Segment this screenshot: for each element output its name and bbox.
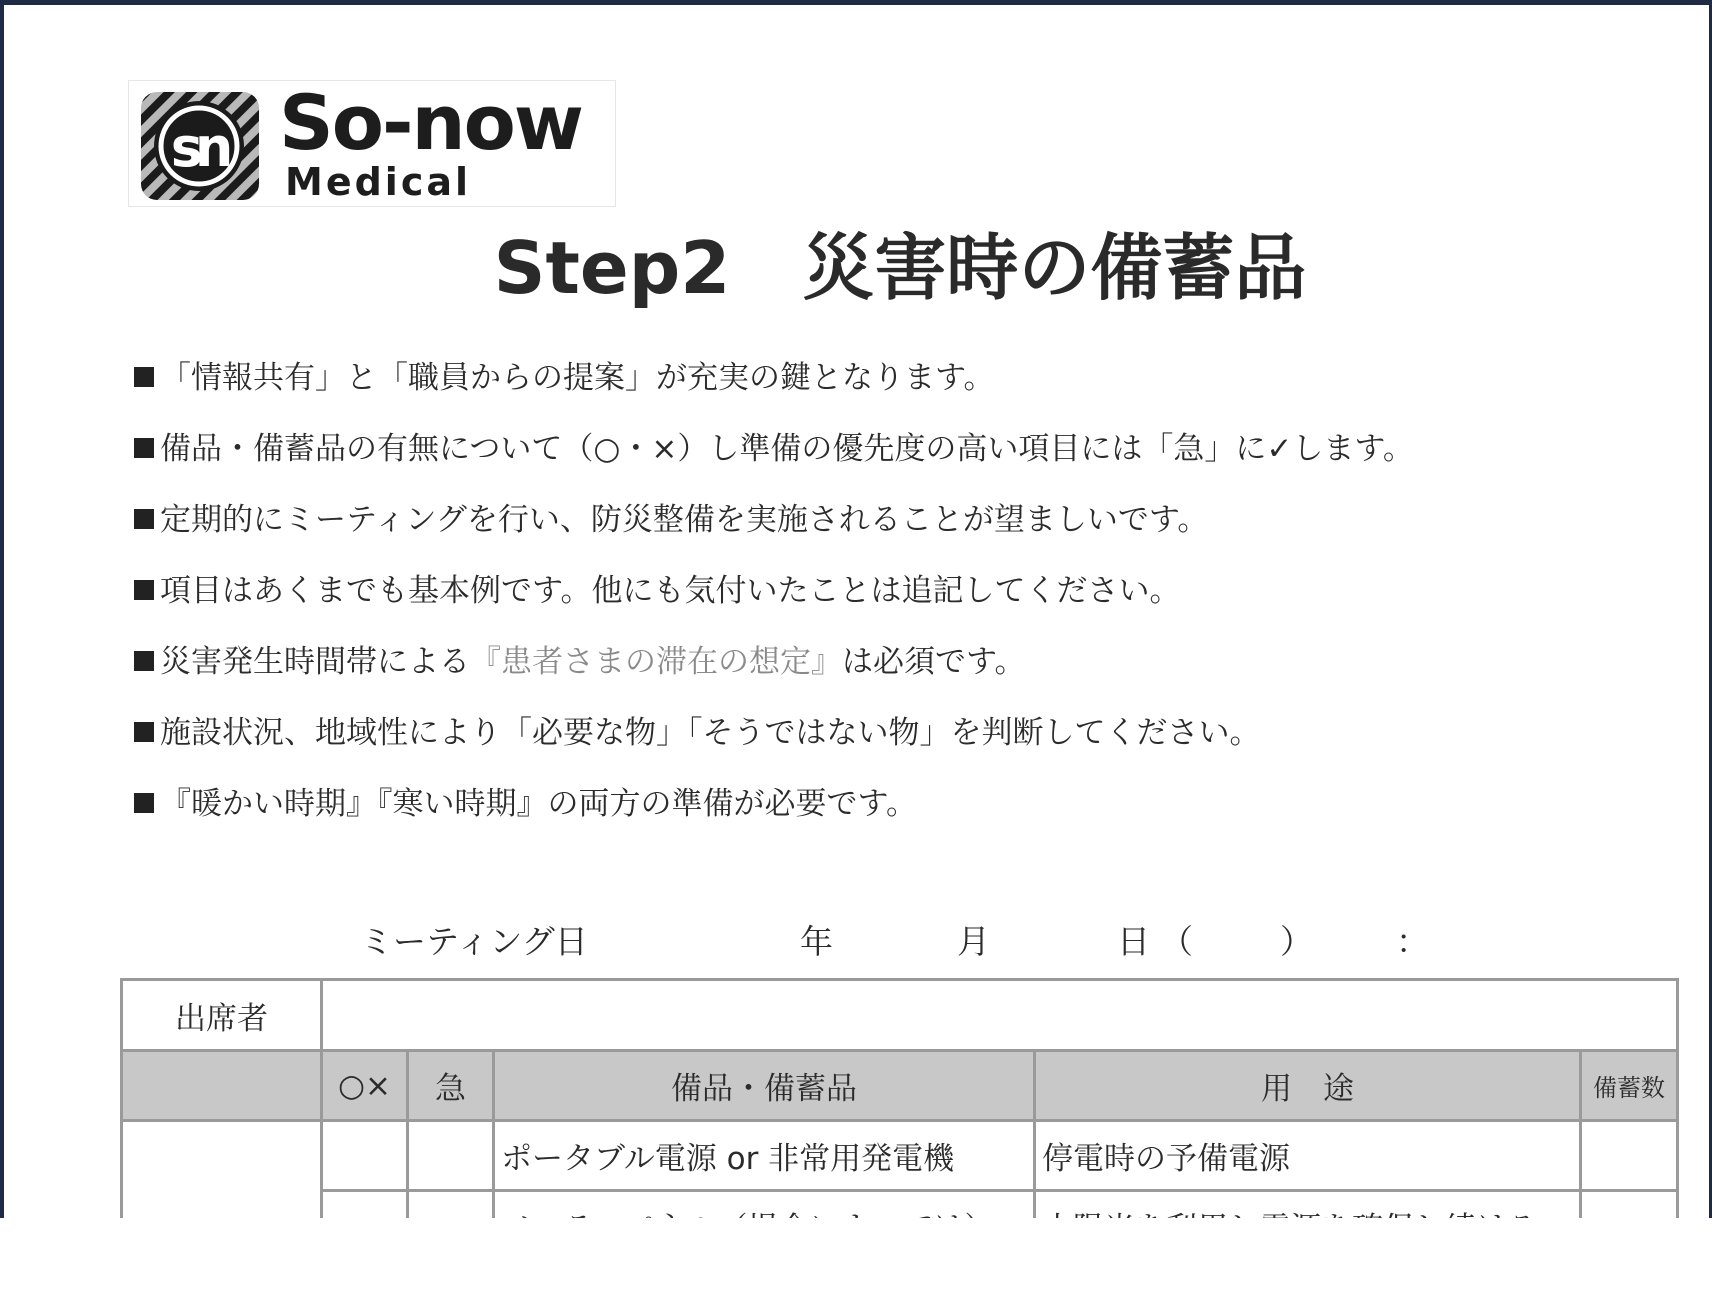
table-header-row	[122, 1051, 1678, 1121]
page-bottom-margin	[0, 1218, 1712, 1312]
logo-subtitle: Medical	[285, 160, 472, 204]
company-logo	[128, 80, 616, 207]
sonow-logo-icon	[141, 92, 259, 200]
table-row	[122, 1121, 1678, 1191]
square-bullet-icon	[134, 793, 154, 813]
instruction-list	[134, 354, 1414, 851]
meeting-date-label: ミーティング日	[360, 922, 588, 961]
square-bullet-icon	[134, 722, 154, 742]
square-bullet-icon	[134, 509, 154, 529]
meeting-time-colon: ：	[1396, 922, 1429, 961]
instruction-item: 項目はあくまでも基本例です。他にも気付いたことは追記してください。	[134, 567, 1414, 638]
square-bullet-icon	[134, 651, 154, 671]
meeting-weekday-open: （	[1160, 922, 1193, 961]
use-cell: 停電時の予備電源	[1035, 1121, 1581, 1191]
logo-mark-text: sn	[170, 116, 226, 179]
urgent-cell[interactable]	[408, 1121, 494, 1191]
header-urgent: 急	[408, 1051, 494, 1121]
header-category	[122, 1051, 322, 1121]
header-check: ○×	[322, 1051, 408, 1121]
page-title: Step2 災害時の備蓄品	[493, 226, 1307, 310]
square-bullet-icon	[134, 580, 154, 600]
attendees-label: 出席者	[122, 980, 322, 1051]
square-bullet-icon	[134, 438, 154, 458]
instruction-item: 災害発生時間帯による『患者さまの滞在の想定』は必須です。	[134, 638, 1414, 709]
square-bullet-icon	[134, 367, 154, 387]
instruction-item: 『暖かい時期』『寒い時期』の両方の準備が必要です。	[134, 780, 1414, 851]
instruction-item: 備品・備蓄品の有無について（○・×）し準備の優先度の高い項目には「急」に✓します。	[134, 425, 1414, 496]
attendees-row	[122, 980, 1678, 1051]
highlighted-phrase: 『患者さまの滞在の想定』	[470, 644, 842, 680]
stock-cell[interactable]	[1581, 1121, 1678, 1191]
instruction-item: 「情報共有」と「職員からの提案」が充実の鍵となります。	[134, 354, 1414, 425]
meeting-day-label: 日	[1117, 922, 1150, 961]
meeting-weekday-close: ）	[1280, 922, 1313, 961]
item-cell: ポータブル電源 or 非常用発電機	[494, 1121, 1035, 1191]
header-item: 備品・備蓄品	[494, 1051, 1035, 1121]
logo-name: So-now	[279, 78, 583, 167]
meeting-year-label: 年	[800, 922, 833, 961]
instruction-item: 施設状況、地域性により「必要な物」「そうではない物」を判断してください。	[134, 709, 1414, 780]
header-use: 用 途	[1035, 1051, 1581, 1121]
meeting-month-label: 月	[957, 922, 990, 961]
check-cell[interactable]	[322, 1121, 408, 1191]
instruction-item: 定期的にミーティングを行い、防災整備を実施されることが望ましいです。	[134, 496, 1414, 567]
attendees-field[interactable]	[322, 980, 1678, 1051]
header-stock: 備蓄数	[1581, 1051, 1678, 1121]
